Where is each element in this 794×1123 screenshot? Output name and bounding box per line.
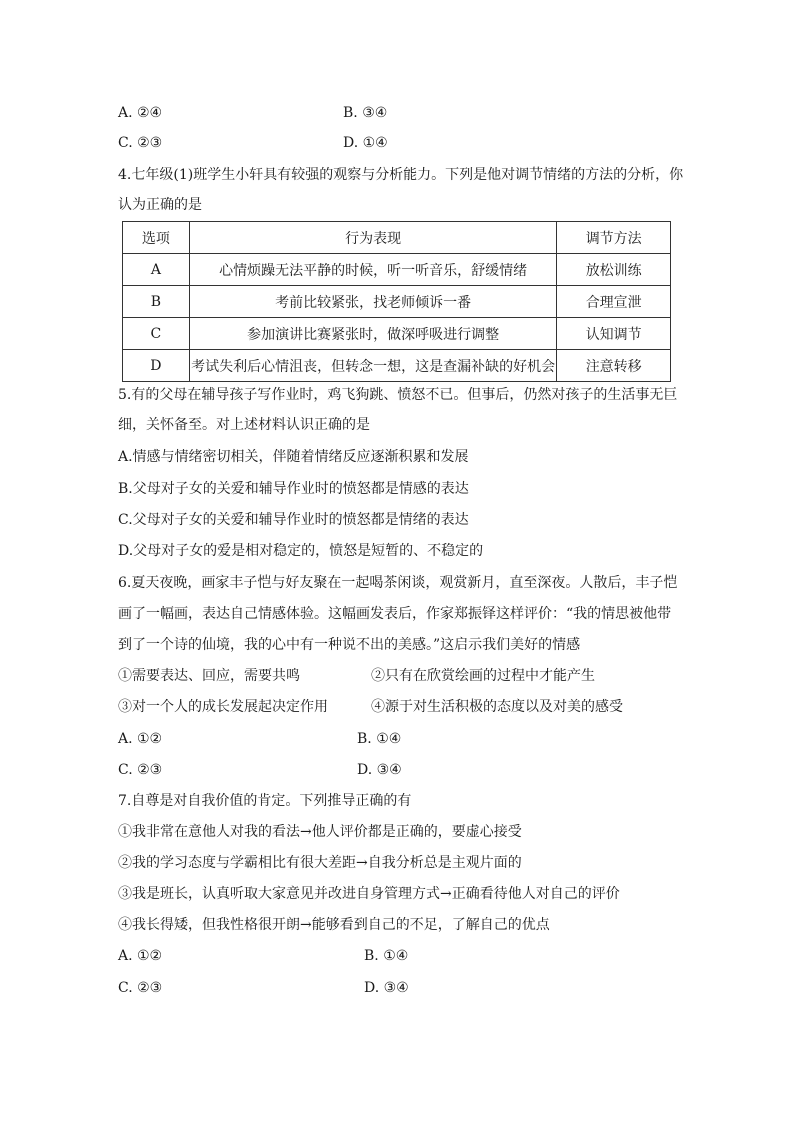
q7-option-a: A. ①② bbox=[118, 948, 163, 964]
q6-stem-line2: 画了一幅画，表达自己情感体验。这幅画发表后，作家郑振铎这样评价：“我的情思被他带 bbox=[118, 606, 672, 622]
table-cell: 放松训练 bbox=[557, 254, 671, 286]
q6-statement-3: ③对一个人的成长发展起决定作用 bbox=[118, 699, 328, 715]
table-cell: 注意转移 bbox=[557, 350, 671, 382]
q3-option-b: B. ③④ bbox=[343, 105, 388, 121]
q3-option-d: D. ①④ bbox=[343, 135, 388, 151]
table-cell: 考试失利后心情沮丧，但转念一想，这是查漏补缺的好机会 bbox=[189, 350, 557, 382]
table-cell: 认知调节 bbox=[557, 318, 671, 350]
q6-option-c: C. ②③ bbox=[118, 762, 163, 778]
q4-table bbox=[122, 221, 671, 382]
q6-stem-line1: 6.夏天夜晚，画家丰子恺与好友聚在一起喝茶闲谈，观赏新月，直至深夜。人散后，丰子恺 bbox=[118, 575, 678, 591]
q6-option-b: B. ①④ bbox=[357, 731, 402, 747]
q7-statement-4: ④我长得矮，但我性格很开朗→能够看到自己的不足，了解自己的优点 bbox=[118, 917, 550, 933]
q4-stem-line1: 4.七年级(1)班学生小轩具有较强的观察与分析能力。下列是他对调节情绪的方法的分析，你 bbox=[118, 167, 684, 183]
q3-option-c: C. ②③ bbox=[118, 135, 163, 151]
table-cell: 考前比较紧张，找老师倾诉一番 bbox=[189, 286, 557, 318]
table-cell: B bbox=[123, 286, 190, 318]
table-cell: A bbox=[123, 254, 190, 286]
q7-stem: 7.自尊是对自我价值的肯定。下列推导正确的有 bbox=[118, 793, 412, 809]
q5-option-a: A.情感与情绪密切相关，伴随着情绪反应逐渐积累和发展 bbox=[118, 449, 469, 465]
q5-option-c: C.父母对子女的关爱和辅导作业时的愤怒都是情绪的表达 bbox=[118, 512, 469, 528]
q6-stem-line3: 到了一个诗的仙境，我的心中有一种说不出的美感。”这启示我们美好的情感 bbox=[118, 637, 581, 653]
table-cell: 心情烦躁无法平静的时候，听一听音乐，舒缓情绪 bbox=[189, 254, 557, 286]
q5-option-b: B.父母对子女的关爱和辅导作业时的愤怒都是情感的表达 bbox=[118, 481, 469, 497]
table-cell: 合理宣泄 bbox=[557, 286, 671, 318]
table-cell: D bbox=[123, 350, 190, 382]
q5-stem-line1: 5.有的父母在辅导孩子写作业时，鸡飞狗跳、愤怒不已。但事后，仍然对孩子的生活事无巨 bbox=[118, 387, 678, 403]
q5-option-d: D.父母对子女的爱是相对稳定的，愤怒是短暂的、不稳定的 bbox=[118, 543, 484, 559]
table-header-cell: 选项 bbox=[123, 222, 190, 254]
table-header-cell: 行为表现 bbox=[189, 222, 557, 254]
q4-stem-line2: 认为正确的是 bbox=[118, 197, 202, 213]
q6-option-d: D. ③④ bbox=[357, 762, 402, 778]
q7-option-d: D. ③④ bbox=[364, 980, 409, 996]
table-row bbox=[123, 350, 671, 382]
q6-option-a: A. ①② bbox=[118, 731, 163, 747]
table-cell: 参加演讲比赛紧张时，做深呼吸进行调整 bbox=[189, 318, 557, 350]
table-header-cell: 调节方法 bbox=[557, 222, 671, 254]
q7-statement-3: ③我是班长，认真听取大家意见并改进自身管理方式→正确看待他人对自己的评价 bbox=[118, 886, 620, 902]
table-row bbox=[123, 318, 671, 350]
q7-option-b: B. ①④ bbox=[364, 948, 409, 964]
table-row bbox=[123, 254, 671, 286]
table-header-row bbox=[123, 222, 671, 254]
table-row bbox=[123, 286, 671, 318]
q7-statement-2: ②我的学习态度与学霸相比有很大差距→自我分析总是主观片面的 bbox=[118, 855, 522, 871]
table-cell: C bbox=[123, 318, 190, 350]
q6-statement-2: ②只有在欣赏绘画的过程中才能产生 bbox=[371, 668, 595, 684]
q7-option-c: C. ②③ bbox=[118, 980, 163, 996]
q5-stem-line2: 细，关怀备至。对上述材料认识正确的是 bbox=[118, 417, 370, 433]
q7-statement-1: ①我非常在意他人对我的看法→他人评价都是正确的，要虚心接受 bbox=[118, 824, 522, 840]
q6-statement-4: ④源于对生活积极的态度以及对美的感受 bbox=[371, 699, 623, 715]
q6-statement-1: ①需要表达、回应，需要共鸣 bbox=[118, 668, 300, 684]
q3-option-a: A. ②④ bbox=[118, 105, 163, 121]
